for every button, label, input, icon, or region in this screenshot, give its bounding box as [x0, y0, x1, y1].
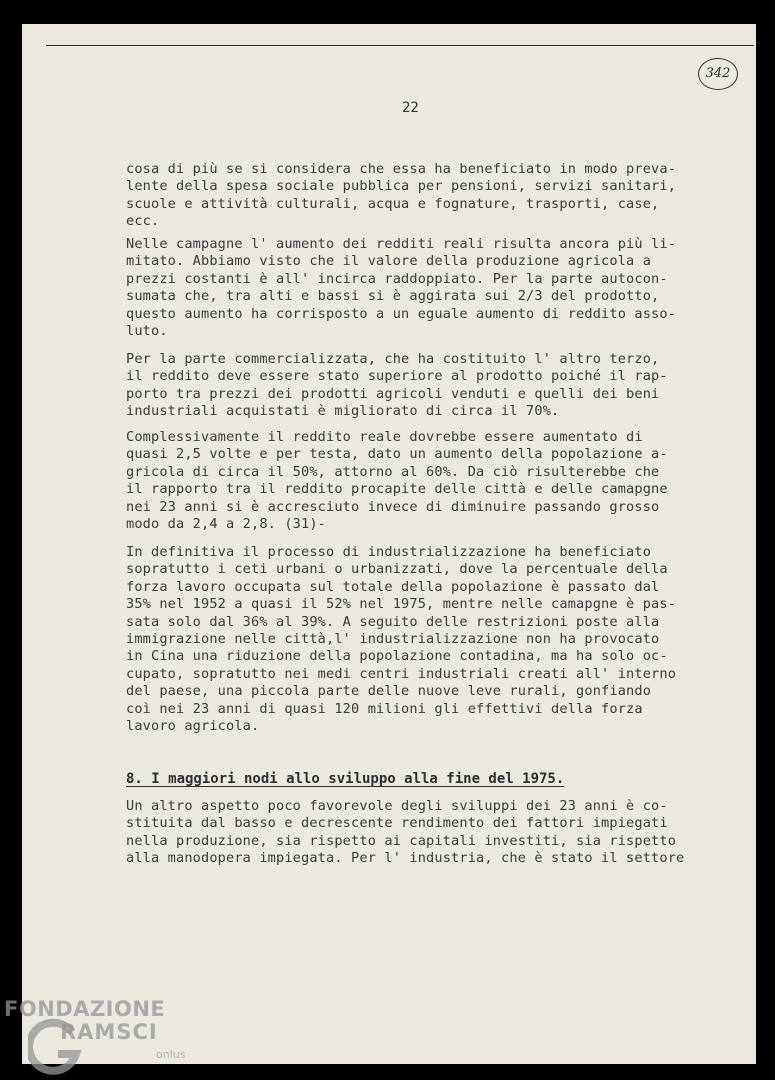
closing-paragraph: Un altro aspetto poco favorevole degli sviluppi dei 23 anni è co- stituita dal basso e decrescente rendimento dei fattori impiegati nella produzione, sia rispetto ai capitali investiti, sia rispetto alla manodopera impiegata. Per l' industria, che è stato il settore: [126, 798, 685, 867]
page-number: 22: [402, 100, 419, 116]
paragraph-5: In definitiva il processo di industrializzazione ha beneficiato sopratutto i ceti urbani o urbanizzati, dove la percentuale della forza lavoro occupata sul totale della popolazione è passato dal 35% nel 1952 a quasi il 52% nel 1975, mentre nelle camapgne è pas- sata solo dal 36% al 39%. A seguito delle restrizioni poste alla immigrazione nelle città,l' industrializzazione non ha provocato in Cina una riduzione della popolazione contadina, ma ha solo oc- cupato, sopratutto nei medi centri industriali creati all' interno del paese, una piccola parte delle nuove leve rurali, gonfiando coì nei 23 anni di quasi 120 milioni gli effettivi della forza lavoro agricola.: [126, 544, 677, 735]
archive-number-stamp: 342: [698, 58, 738, 90]
watermark-line-1: FONDAZIONE: [4, 997, 166, 1021]
section-heading: 8. I maggiori nodi allo sviluppo alla fine del 1975.: [126, 771, 565, 787]
document-page: [22, 24, 756, 1064]
watermark-line-2: RAMSCI: [60, 1020, 158, 1044]
top-rule: [46, 45, 754, 46]
fondazione-gramsci-watermark: [0, 994, 200, 1080]
paragraph-4: Complessivamente il reddito reale dovrebbe essere aumentato di quasi 2,5 volte e per testa, dato un aumento della popolazione a- gricola di circa il 50%, attorno al 60%. Da ciò risulterebbe che il rapporto tra il reddito procapite delle città e delle camapgne nei 23 anni si è accresciuto invece di diminuire passando grosso modo da 2,4 a 2,8. (31)-: [126, 429, 668, 533]
paragraph-2: Nelle campagne l' aumento dei redditi reali risulta ancora più li- mitato. Abbiamo visto che il valore della produzione agricola a prezzi costanti è all' incirca raddoppiato. Per la parte autocon- sumata che, tra alti e bassi si è aggirata sui 2/3 del prodotto, questo aumento ha corrisposto a un eguale aumento di reddito asso- luto.: [126, 236, 677, 340]
paragraph-1: cosa di più se si considera che essa ha beneficiato in modo preva- lente della spesa sociale pubblica per pensioni, servizi sanitari, scuole e attività culturali, acqua e fognature, trasporti, case, ecc.: [126, 161, 677, 230]
watermark-suffix: onlus: [156, 1048, 186, 1061]
paragraph-3: Per la parte commercializzata, che ha costituito l' altro terzo, il reddito deve essere stato superiore al prodotto poiché il rap- porto tra prezzi dei prodotti agricoli venduti e quelli dei beni industriali acquistati è migliorato di circa il 70%.: [126, 351, 668, 420]
